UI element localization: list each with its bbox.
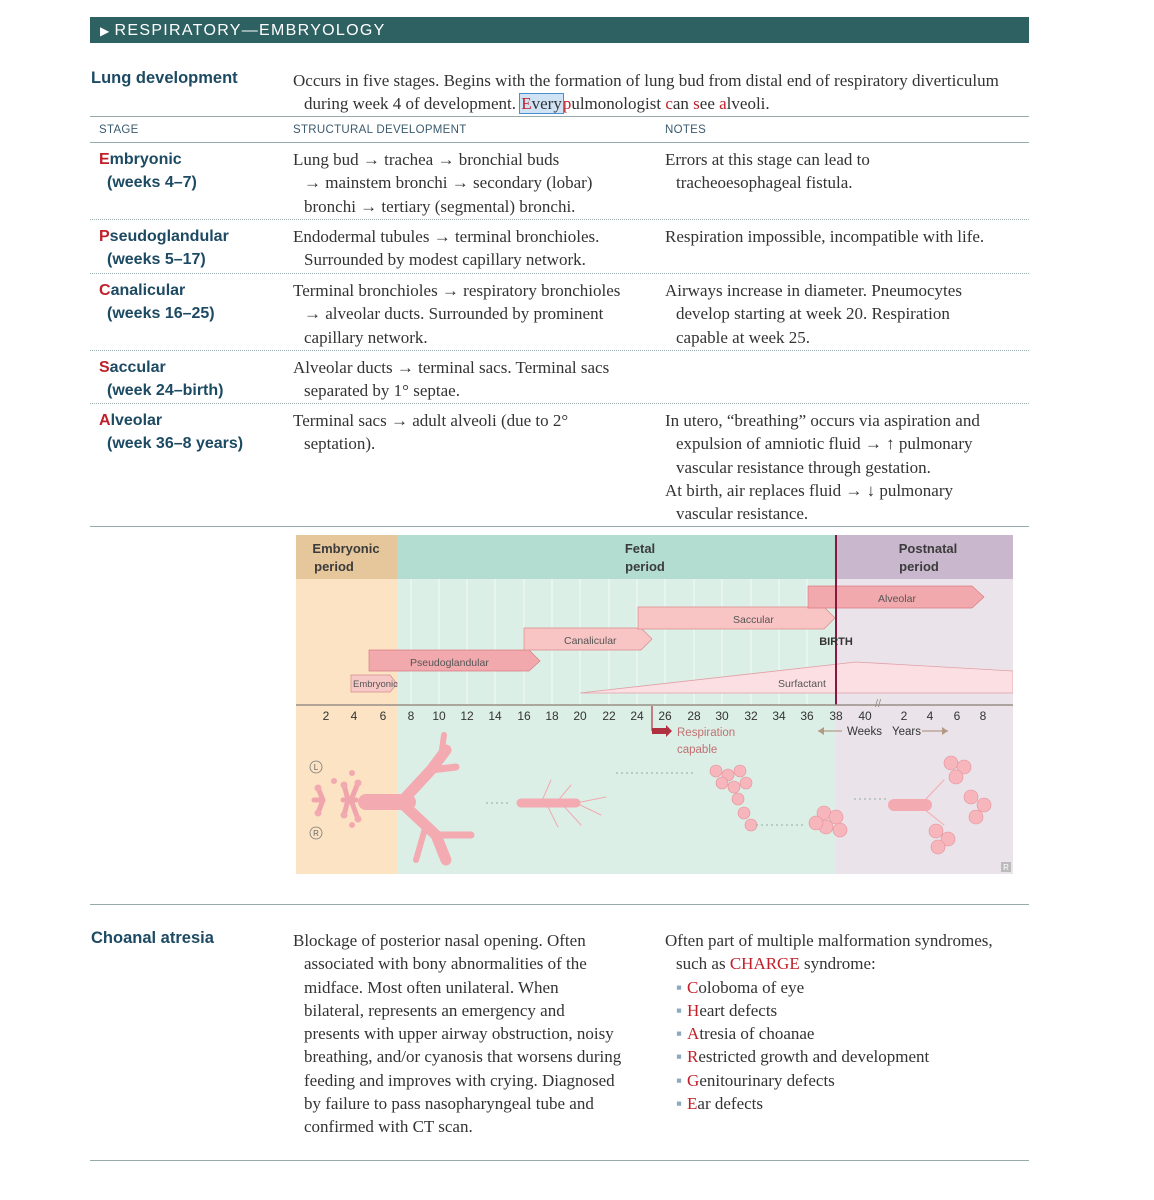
pseudoglandular-bar-label: Pseudoglandular	[410, 657, 489, 669]
section-header-title: RESPIRATORY—EMBRYOLOGY	[114, 22, 386, 39]
fetal-period-header	[397, 535, 836, 579]
week-tick: 12	[460, 709, 474, 723]
stage-embryonic	[99, 148, 197, 194]
stage-weeks: (week 24–birth)	[107, 382, 224, 399]
stage-name: mbryonic	[109, 151, 182, 168]
postnatal-period-label: Postnatal	[898, 541, 958, 556]
embryonic-period-label: Embryonic	[312, 541, 380, 556]
respiration-capable-label: capable	[677, 744, 718, 756]
stage-weeks: (weeks 4–7)	[107, 174, 197, 191]
embryonic-bar-label: Embryonic	[353, 679, 398, 690]
axis-break-mark: //	[875, 698, 882, 710]
description-line: bilateral, represents an emergency and	[304, 1000, 565, 1020]
dotted-divider	[90, 350, 1029, 351]
bullet-initial: H	[687, 1000, 700, 1020]
stage-alveolar	[99, 409, 243, 455]
divider	[90, 116, 1029, 117]
mnemonic-word: ulmonologist	[571, 94, 662, 114]
publisher-mark: R	[1003, 863, 1009, 872]
bullet-text: eart defects	[699, 1000, 778, 1020]
structure-line: Endodermal tubules → terminal bronchioles.	[293, 227, 600, 246]
birth-label: BIRTH	[819, 636, 853, 648]
mnemonic-letter: s	[693, 94, 700, 114]
stage-initial: C	[99, 282, 111, 299]
stage-canalicular-notes	[665, 279, 1029, 349]
notes-line: capable at week 25.	[676, 327, 811, 347]
week-tick: 30	[715, 709, 729, 723]
stage-initial: P	[99, 228, 110, 245]
divider	[90, 142, 1029, 143]
notes-line	[665, 952, 1029, 975]
mnemonic-word: ee	[699, 94, 715, 114]
dotted-divider	[90, 273, 1029, 274]
lung-development-title: Lung development	[91, 69, 238, 87]
structure-line: separated by 1° septae.	[304, 381, 460, 401]
description-line: midface. Most often unilateral. When	[304, 977, 559, 997]
structure-line: capillary network.	[304, 327, 428, 347]
dotted-divider	[90, 403, 1029, 404]
week-tick: 26	[658, 709, 672, 723]
stage-saccular-structure	[293, 356, 658, 403]
bullet-initial: A	[687, 1024, 700, 1044]
stage-weeks: (weeks 16–25)	[107, 305, 215, 322]
notes-text: syndrome:	[799, 954, 876, 974]
section-header	[100, 17, 386, 43]
choanal-atresia-notes	[665, 929, 1029, 1115]
charge-bullet	[665, 999, 1029, 1022]
week-tick: 28	[687, 709, 701, 723]
years-label: Years	[892, 726, 921, 738]
stage-embryonic-structure	[293, 148, 658, 218]
mnemonic-word: lveoli.	[726, 94, 770, 114]
stage-name: accular	[109, 359, 166, 376]
charge-bullet	[665, 1092, 1029, 1115]
structure-line: → mainstem bronchi → secondary (lobar)	[304, 173, 593, 193]
mnemonic-word: an	[672, 94, 689, 114]
stage-saccular	[99, 356, 223, 402]
surfactant-label: Surfactant	[778, 678, 826, 690]
stage-initial: E	[99, 151, 110, 168]
bullet-initial: G	[687, 1070, 700, 1090]
charge-bullet	[665, 1022, 1029, 1045]
structure-line: Surrounded by modest capillary network.	[304, 250, 586, 270]
description-line: associated with bony abnormalities of the	[304, 954, 587, 974]
bullet-initial: E	[687, 1094, 698, 1114]
structure-line: Terminal bronchioles → respiratory bronchioles	[293, 281, 621, 300]
week-tick: 40	[858, 709, 872, 723]
bullet-initial: C	[687, 977, 699, 997]
structure-line: → alveolar ducts. Surrounded by prominent	[304, 304, 604, 324]
mnemonic-letter: c	[665, 94, 673, 114]
notes-line: vascular resistance through gestation.	[676, 457, 931, 477]
left-lung-label: L	[313, 763, 319, 772]
bullet-text: ar defects	[697, 1094, 764, 1114]
notes-line: develop starting at week 20. Respiration	[676, 304, 950, 324]
alveolar-bar-label: Alveolar	[878, 593, 916, 605]
fetal-period-label: period	[625, 559, 665, 574]
structure-line: Alveolar ducts → terminal sacs. Terminal sacs	[293, 358, 610, 377]
bullet-icon: ▪	[676, 1094, 683, 1114]
stage-alveolar-notes	[665, 409, 1029, 525]
week-tick: 38	[829, 709, 843, 723]
divider	[90, 904, 1029, 905]
divider	[90, 1160, 1029, 1161]
stage-pseudoglandular	[99, 225, 229, 271]
charge-bullet	[665, 1069, 1029, 1092]
canalicular-bar-label: Canalicular	[564, 635, 617, 647]
weeks-label: Weeks	[847, 726, 882, 738]
description-line: by failure to pass nasopharyngeal tube and	[304, 1094, 594, 1114]
notes-text: such as	[676, 954, 730, 974]
notes-line: Often part of multiple malformation syndromes,	[665, 931, 993, 950]
divider	[90, 526, 1029, 527]
year-tick: 6	[953, 709, 961, 723]
right-lung-label: R	[313, 829, 319, 838]
mnemonic-letter: p	[562, 94, 572, 114]
stage-embryonic-notes	[665, 148, 1029, 195]
charge-bullet	[665, 976, 1029, 999]
choanal-atresia-title: Choanal atresia	[91, 929, 214, 947]
year-tick: 4	[926, 709, 934, 723]
stage-weeks: (week 36–8 years)	[107, 435, 244, 452]
dotted-divider	[90, 219, 1029, 220]
bullet-initial: R	[687, 1047, 699, 1067]
stage-name: seudoglandular	[109, 228, 229, 245]
choanal-atresia-description	[293, 929, 658, 1139]
notes-line: Errors at this stage can lead to	[665, 150, 870, 169]
lung-intro	[293, 69, 1029, 116]
week-tick: 8	[407, 709, 415, 723]
stage-name: analicular	[110, 282, 186, 299]
stage-initial: A	[99, 412, 111, 429]
mnemonic-highlight	[520, 94, 563, 113]
stage-alveolar-structure	[293, 409, 658, 456]
mnemonic-word: very	[531, 94, 562, 114]
postnatal-period-label: period	[899, 559, 939, 574]
notes-line: Airways increase in diameter. Pneumocytes	[665, 281, 962, 300]
charge-bullet	[665, 1045, 1029, 1068]
bullet-icon: ▪	[676, 1024, 683, 1044]
embryonic-period-label: period	[314, 559, 354, 574]
notes-line: expulsion of amniotic fluid → ↑ pulmonary	[676, 434, 973, 454]
week-tick: 24	[630, 709, 644, 723]
lung-intro-text: Occurs in five stages. Begins with the formation of lung bud from distal end of respiratory diverticulum during week 4 of development.	[293, 71, 999, 114]
lung-development-figure	[296, 535, 1013, 874]
triangle-right-icon: ▶	[100, 24, 111, 38]
stage-initial: S	[99, 359, 110, 376]
description-line: Blockage of posterior nasal opening. Often	[293, 931, 586, 950]
stage-name: lveolar	[110, 412, 163, 429]
stage-pseudoglandular-notes	[665, 225, 1029, 248]
structure-line: bronchi → tertiary (segmental) bronchi.	[304, 196, 576, 216]
col-header-stage: STAGE	[99, 124, 139, 136]
year-tick: 2	[900, 709, 908, 723]
stage-canalicular	[99, 279, 215, 325]
description-line: breathing, and/or cyanosis that worsens during	[304, 1047, 622, 1067]
bullet-icon: ▪	[676, 1000, 683, 1020]
structure-line: Terminal sacs → adult alveoli (due to 2°	[293, 411, 569, 430]
bullet-icon: ▪	[676, 1070, 683, 1090]
bullet-icon: ▪	[676, 977, 683, 997]
mnemonic-letter: E	[521, 94, 532, 114]
bullet-text: estricted growth and development	[698, 1047, 930, 1067]
stage-pseudoglandular-structure	[293, 225, 658, 272]
week-tick: 32	[744, 709, 758, 723]
week-tick: 10	[432, 709, 446, 723]
stage-canalicular-structure	[293, 279, 658, 349]
bullet-text: oloboma of eye	[698, 977, 805, 997]
week-tick: 16	[517, 709, 531, 723]
mnemonic-letter: a	[719, 94, 727, 114]
notes-line: vascular resistance.	[676, 504, 809, 524]
week-tick: 6	[379, 709, 387, 723]
description-line: confirmed with CT scan.	[304, 1117, 473, 1137]
saccular-bar-label: Saccular	[733, 614, 774, 626]
year-tick: 8	[979, 709, 987, 723]
fetal-period-label: Fetal	[624, 541, 656, 556]
structure-line: septation).	[304, 434, 376, 454]
notes-line: Respiration impossible, incompatible with life.	[665, 227, 985, 246]
bullet-icon: ▪	[676, 1047, 683, 1067]
notes-line: In utero, “breathing” occurs via aspiration and	[665, 411, 980, 430]
week-tick: 20	[573, 709, 587, 723]
description-line: presents with upper airway obstruction, noisy	[304, 1024, 614, 1044]
bullet-text: enitourinary defects	[699, 1070, 835, 1090]
col-header-structure: STRUCTURAL DEVELOPMENT	[293, 124, 467, 136]
bullet-text: tresia of choanae	[699, 1024, 815, 1044]
week-tick: 22	[602, 709, 616, 723]
charge-acronym: CHARGE	[729, 954, 800, 974]
week-tick: 4	[350, 709, 358, 723]
week-tick: 14	[488, 709, 502, 723]
stage-weeks: (weeks 5–17)	[107, 251, 206, 268]
week-tick: 34	[772, 709, 786, 723]
structure-line: Lung bud → trachea → bronchial buds	[293, 150, 560, 169]
respiration-capable-label: Respiration	[677, 727, 736, 739]
week-tick: 2	[322, 709, 330, 723]
notes-line: At birth, air replaces fluid → ↓ pulmonary	[665, 480, 953, 500]
notes-line: tracheoesophageal fistula.	[676, 173, 853, 193]
description-line: feeding and improves with crying. Diagnosed	[304, 1070, 615, 1090]
week-tick: 36	[800, 709, 814, 723]
week-tick: 18	[545, 709, 559, 723]
col-header-notes: NOTES	[665, 124, 707, 136]
